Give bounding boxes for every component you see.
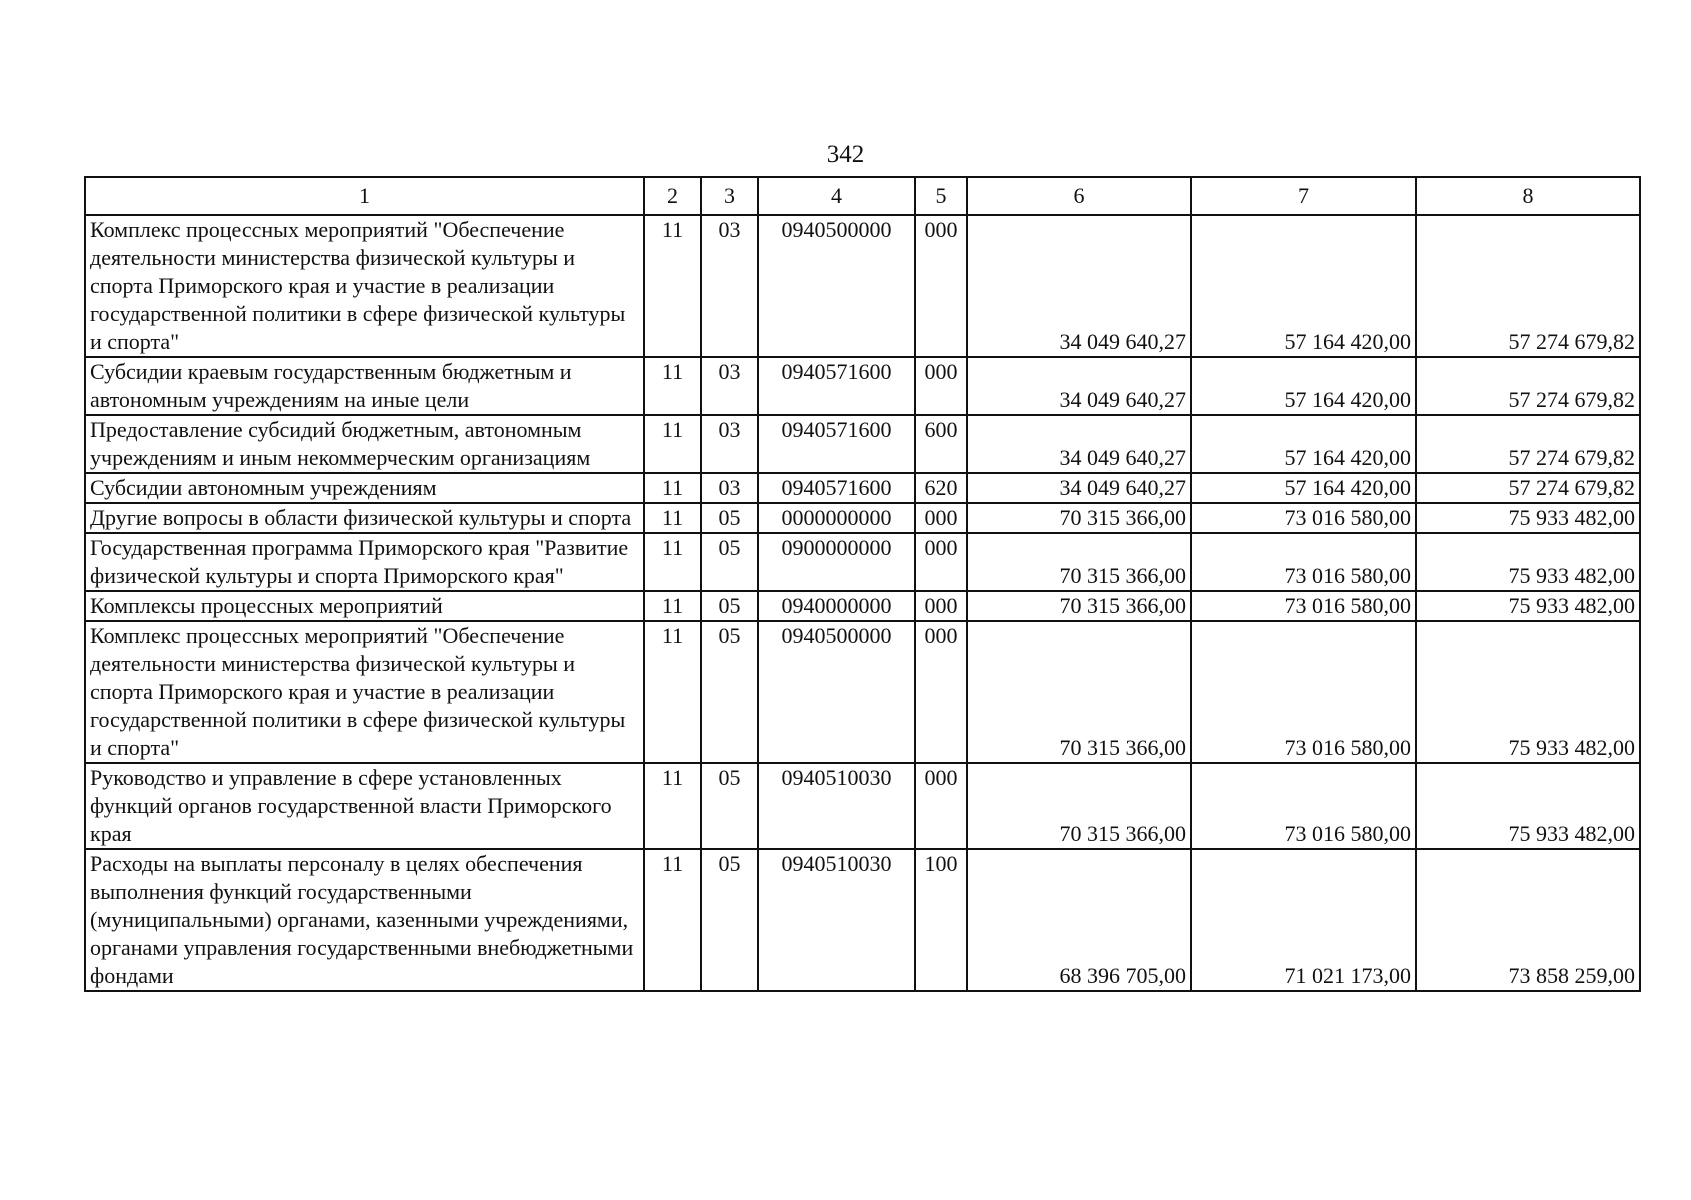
code-subsection: 03 <box>701 215 758 357</box>
amount-col8: 73 858 259,00 <box>1416 849 1640 991</box>
code-subsection: 05 <box>701 503 758 533</box>
amount-col6: 34 049 640,27 <box>967 357 1191 415</box>
amount-col8: 75 933 482,00 <box>1416 503 1640 533</box>
amount-col8: 57 274 679,82 <box>1416 415 1640 473</box>
code-expense-type: 600 <box>915 415 967 473</box>
code-section: 11 <box>644 591 701 621</box>
code-target-article: 0940510030 <box>758 849 915 991</box>
row-name: Комплексы процессных мероприятий <box>85 591 644 621</box>
amount-col6: 34 049 640,27 <box>967 473 1191 503</box>
code-target-article: 0940500000 <box>758 621 915 763</box>
code-section: 11 <box>644 473 701 503</box>
code-subsection: 05 <box>701 533 758 591</box>
amount-col7: 57 164 420,00 <box>1191 415 1416 473</box>
amount-col7: 73 016 580,00 <box>1191 503 1416 533</box>
code-section: 11 <box>644 503 701 533</box>
amount-col7: 73 016 580,00 <box>1191 533 1416 591</box>
code-target-article: 0940571600 <box>758 415 915 473</box>
code-target-article: 0900000000 <box>758 533 915 591</box>
table-row <box>85 621 1640 763</box>
row-name: Комплекс процессных мероприятий "Обеспечение деятельности министерства физической культуры и спорта Приморского края и участие в реализации государственной политики в сфере физической культуры и спорта" <box>85 621 644 763</box>
amount-col7: 57 164 420,00 <box>1191 357 1416 415</box>
code-section: 11 <box>644 533 701 591</box>
amount-col8: 75 933 482,00 <box>1416 591 1640 621</box>
code-target-article: 0940571600 <box>758 473 915 503</box>
amount-col8: 57 274 679,82 <box>1416 215 1640 357</box>
code-subsection: 03 <box>701 473 758 503</box>
table-row <box>85 215 1640 357</box>
amount-col7: 73 016 580,00 <box>1191 591 1416 621</box>
amount-col8: 75 933 482,00 <box>1416 533 1640 591</box>
amount-col6: 68 396 705,00 <box>967 849 1191 991</box>
code-section: 11 <box>644 763 701 849</box>
code-subsection: 05 <box>701 849 758 991</box>
page-number: 342 <box>826 141 865 168</box>
code-section: 11 <box>644 357 701 415</box>
code-expense-type: 000 <box>915 357 967 415</box>
code-expense-type: 000 <box>915 763 967 849</box>
code-target-article: 0940571600 <box>758 357 915 415</box>
code-expense-type: 620 <box>915 473 967 503</box>
amount-col8: 57 274 679,82 <box>1416 473 1640 503</box>
table-row <box>85 503 1640 533</box>
column-header: 2 <box>644 177 701 215</box>
column-header: 7 <box>1191 177 1416 215</box>
amount-col8: 75 933 482,00 <box>1416 763 1640 849</box>
row-name: Предоставление субсидий бюджетным, автономным учреждениям и иным некоммерческим организациям <box>85 415 644 473</box>
row-name: Субсидии краевым государственным бюджетным и автономным учреждениям на иные цели <box>85 357 644 415</box>
column-header: 5 <box>915 177 967 215</box>
amount-col8: 57 274 679,82 <box>1416 357 1640 415</box>
amount-col7: 57 164 420,00 <box>1191 473 1416 503</box>
code-expense-type: 000 <box>915 533 967 591</box>
header-row <box>85 177 1640 215</box>
code-subsection: 03 <box>701 357 758 415</box>
code-subsection: 03 <box>701 415 758 473</box>
code-section: 11 <box>644 621 701 763</box>
amount-col6: 70 315 366,00 <box>967 503 1191 533</box>
amount-col6: 70 315 366,00 <box>967 591 1191 621</box>
code-expense-type: 000 <box>915 621 967 763</box>
code-expense-type: 100 <box>915 849 967 991</box>
amount-col7: 73 016 580,00 <box>1191 763 1416 849</box>
code-section: 11 <box>644 215 701 357</box>
row-name: Субсидии автономным учреждениям <box>85 473 644 503</box>
code-target-article: 0940510030 <box>758 763 915 849</box>
column-header: 8 <box>1416 177 1640 215</box>
row-name: Комплекс процессных мероприятий "Обеспечение деятельности министерства физической культуры и спорта Приморского края и участие в реализации государственной политики в сфере физической культуры и спорта" <box>85 215 644 357</box>
column-header: 6 <box>967 177 1191 215</box>
table-row <box>85 849 1640 991</box>
amount-col6: 34 049 640,27 <box>967 415 1191 473</box>
code-expense-type: 000 <box>915 591 967 621</box>
table-row <box>85 357 1640 415</box>
amount-col6: 70 315 366,00 <box>967 621 1191 763</box>
code-subsection: 05 <box>701 621 758 763</box>
table-row <box>85 591 1640 621</box>
row-name: Расходы на выплаты персоналу в целях обеспечения выполнения функций государственными (муниципальными) органами, казенными учреждениями, органами управления государственными внебюджетными фондами <box>85 849 644 991</box>
budget-table <box>84 176 1641 992</box>
amount-col8: 75 933 482,00 <box>1416 621 1640 763</box>
table-row <box>85 415 1640 473</box>
code-expense-type: 000 <box>915 215 967 357</box>
amount-col6: 70 315 366,00 <box>967 533 1191 591</box>
table-row <box>85 533 1640 591</box>
amount-col7: 57 164 420,00 <box>1191 215 1416 357</box>
code-expense-type: 000 <box>915 503 967 533</box>
amount-col6: 70 315 366,00 <box>967 763 1191 849</box>
code-target-article: 0000000000 <box>758 503 915 533</box>
amount-col7: 71 021 173,00 <box>1191 849 1416 991</box>
code-section: 11 <box>644 849 701 991</box>
amount-col6: 34 049 640,27 <box>967 215 1191 357</box>
code-section: 11 <box>644 415 701 473</box>
column-header: 3 <box>701 177 758 215</box>
row-name: Государственная программа Приморского края "Развитие физической культуры и спорта Приморского края" <box>85 533 644 591</box>
table-row <box>85 473 1640 503</box>
column-header: 1 <box>85 177 644 215</box>
amount-col7: 73 016 580,00 <box>1191 621 1416 763</box>
code-target-article: 0940500000 <box>758 215 915 357</box>
column-header: 4 <box>758 177 915 215</box>
code-subsection: 05 <box>701 591 758 621</box>
row-name: Руководство и управление в сфере установленных функций органов государственной власти Приморского края <box>85 763 644 849</box>
row-name: Другие вопросы в области физической культуры и спорта <box>85 503 644 533</box>
table-row <box>85 763 1640 849</box>
code-subsection: 05 <box>701 763 758 849</box>
code-target-article: 0940000000 <box>758 591 915 621</box>
